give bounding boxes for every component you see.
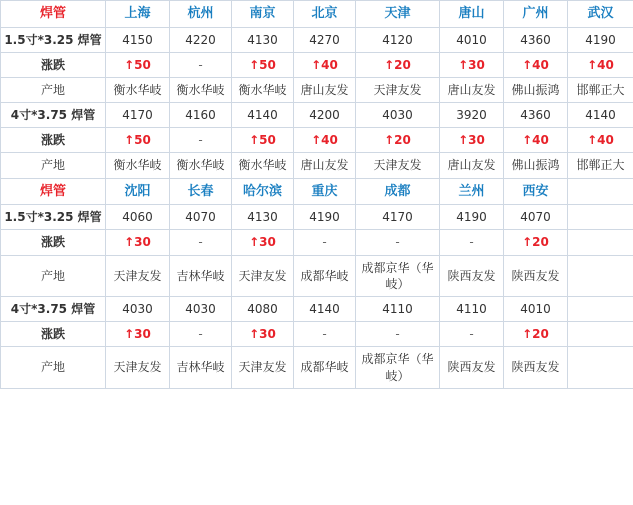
cell-price: 4030 <box>106 296 170 321</box>
cell-change: ↑30 <box>106 322 170 347</box>
section2-city-chengdu: 成都 <box>356 178 440 205</box>
cell-change: - <box>294 230 356 255</box>
cell-origin: 唐山友发 <box>440 153 504 178</box>
cell-origin: 天津友发 <box>356 153 440 178</box>
cell-empty <box>568 230 633 255</box>
cell-origin: 陕西友发 <box>504 255 568 296</box>
table-row <box>1 296 633 321</box>
cell-change: ↑50 <box>232 128 294 153</box>
row-label-change: 涨跌 <box>1 322 106 347</box>
cell-price: 4110 <box>356 296 440 321</box>
cell-empty <box>568 255 633 296</box>
cell-origin: 成都京华（华岐） <box>356 347 440 388</box>
cell-change: - <box>440 230 504 255</box>
cell-price: 4270 <box>294 27 356 52</box>
cell-change: ↑40 <box>568 52 633 77</box>
cell-price: 4160 <box>170 103 232 128</box>
row-label-origin: 产地 <box>1 255 106 296</box>
table-row <box>1 27 633 52</box>
cell-change: ↑20 <box>504 230 568 255</box>
table-row <box>1 205 633 230</box>
cell-origin: 吉林华岐 <box>170 255 232 296</box>
row-label-spec-2: 4寸*3.75 焊管 <box>1 103 106 128</box>
cell-change: ↑40 <box>294 128 356 153</box>
cell-change: ↑40 <box>294 52 356 77</box>
section1-city-hangzhou: 杭州 <box>170 1 232 28</box>
cell-change: ↑30 <box>232 322 294 347</box>
row-label-spec-2: 4寸*3.75 焊管 <box>1 296 106 321</box>
cell-empty <box>568 205 633 230</box>
cell-origin: 衡水华岐 <box>170 153 232 178</box>
section2-city-empty <box>568 178 633 205</box>
cell-price: 4140 <box>568 103 633 128</box>
cell-price: 4190 <box>440 205 504 230</box>
table-row <box>1 153 633 178</box>
section1-city-shanghai: 上海 <box>106 1 170 28</box>
row-label-change: 涨跌 <box>1 128 106 153</box>
section2-city-xian: 西安 <box>504 178 568 205</box>
cell-change: - <box>356 230 440 255</box>
cell-change: ↑40 <box>504 52 568 77</box>
cell-origin: 邯郸正大 <box>568 153 633 178</box>
cell-origin: 佛山振鸿 <box>504 153 568 178</box>
section2-header-label: 焊管 <box>1 178 106 205</box>
cell-price: 4030 <box>356 103 440 128</box>
cell-price: 4200 <box>294 103 356 128</box>
cell-price: 4170 <box>106 103 170 128</box>
cell-origin: 唐山友发 <box>294 153 356 178</box>
cell-price: 4060 <box>106 205 170 230</box>
cell-origin: 成都华岐 <box>294 255 356 296</box>
cell-price: 4070 <box>170 205 232 230</box>
cell-change: - <box>170 128 232 153</box>
table-body <box>1 1 633 389</box>
cell-change: ↑20 <box>504 322 568 347</box>
cell-origin: 陕西友发 <box>504 347 568 388</box>
cell-price: 4140 <box>232 103 294 128</box>
cell-origin: 天津友发 <box>356 77 440 102</box>
section2-city-shenyang: 沈阳 <box>106 178 170 205</box>
cell-origin: 陕西友发 <box>440 255 504 296</box>
section1-header-row <box>1 1 633 28</box>
cell-change: ↑50 <box>232 52 294 77</box>
cell-origin: 衡水华岐 <box>106 77 170 102</box>
cell-change: ↑50 <box>106 128 170 153</box>
cell-change: - <box>294 322 356 347</box>
cell-change: ↑30 <box>440 128 504 153</box>
row-label-change: 涨跌 <box>1 52 106 77</box>
cell-origin: 吉林华岐 <box>170 347 232 388</box>
cell-origin: 天津友发 <box>232 347 294 388</box>
section1-city-beijing: 北京 <box>294 1 356 28</box>
cell-origin: 衡水华岐 <box>170 77 232 102</box>
cell-price: 4170 <box>356 205 440 230</box>
cell-price: 4080 <box>232 296 294 321</box>
cell-price: 4130 <box>232 27 294 52</box>
table-row <box>1 128 633 153</box>
cell-origin: 成都华岐 <box>294 347 356 388</box>
cell-change: ↑30 <box>106 230 170 255</box>
cell-change: - <box>170 230 232 255</box>
cell-price: 4190 <box>294 205 356 230</box>
cell-origin: 天津友发 <box>106 347 170 388</box>
cell-price: 4010 <box>440 27 504 52</box>
cell-change: - <box>356 322 440 347</box>
cell-price: 4360 <box>504 103 568 128</box>
cell-price: 4110 <box>440 296 504 321</box>
cell-change: - <box>170 322 232 347</box>
cell-price: 4220 <box>170 27 232 52</box>
cell-origin: 成都京华（华岐） <box>356 255 440 296</box>
table-row <box>1 230 633 255</box>
cell-empty <box>568 296 633 321</box>
section1-header-label: 焊管 <box>1 1 106 28</box>
cell-origin: 天津友发 <box>232 255 294 296</box>
cell-origin: 陕西友发 <box>440 347 504 388</box>
section1-city-tianjin: 天津 <box>356 1 440 28</box>
section2-header-row <box>1 178 633 205</box>
cell-origin: 唐山友发 <box>294 77 356 102</box>
cell-price: 4030 <box>170 296 232 321</box>
table-row <box>1 322 633 347</box>
cell-origin: 邯郸正大 <box>568 77 633 102</box>
row-label-origin: 产地 <box>1 77 106 102</box>
cell-origin: 唐山友发 <box>440 77 504 102</box>
section1-city-tangshan: 唐山 <box>440 1 504 28</box>
cell-price: 4070 <box>504 205 568 230</box>
cell-change: ↑40 <box>504 128 568 153</box>
cell-change: ↑20 <box>356 128 440 153</box>
section1-city-guangzhou: 广州 <box>504 1 568 28</box>
cell-change: ↑50 <box>106 52 170 77</box>
cell-origin: 衡水华岐 <box>106 153 170 178</box>
cell-origin: 天津友发 <box>106 255 170 296</box>
cell-price: 3920 <box>440 103 504 128</box>
cell-empty <box>568 322 633 347</box>
cell-origin: 衡水华岐 <box>232 153 294 178</box>
table-row <box>1 255 633 296</box>
cell-change: ↑40 <box>568 128 633 153</box>
cell-empty <box>568 347 633 388</box>
section1-city-nanjing: 南京 <box>232 1 294 28</box>
cell-price: 4190 <box>568 27 633 52</box>
row-label-spec-1: 1.5寸*3.25 焊管 <box>1 27 106 52</box>
section1-city-wuhan: 武汉 <box>568 1 633 28</box>
section2-city-chongqing: 重庆 <box>294 178 356 205</box>
cell-change: ↑20 <box>356 52 440 77</box>
section2-city-lanzhou: 兰州 <box>440 178 504 205</box>
table-row <box>1 52 633 77</box>
cell-price: 4360 <box>504 27 568 52</box>
row-label-change: 涨跌 <box>1 230 106 255</box>
table-row <box>1 77 633 102</box>
cell-origin: 衡水华岐 <box>232 77 294 102</box>
row-label-origin: 产地 <box>1 347 106 388</box>
cell-change: ↑30 <box>440 52 504 77</box>
cell-price: 4010 <box>504 296 568 321</box>
cell-price: 4120 <box>356 27 440 52</box>
cell-change: - <box>440 322 504 347</box>
section2-city-harbin: 哈尔滨 <box>232 178 294 205</box>
cell-origin: 佛山振鸿 <box>504 77 568 102</box>
row-label-spec-1: 1.5寸*3.25 焊管 <box>1 205 106 230</box>
cell-price: 4150 <box>106 27 170 52</box>
cell-price: 4130 <box>232 205 294 230</box>
table-row <box>1 103 633 128</box>
section2-city-changchun: 长春 <box>170 178 232 205</box>
row-label-origin: 产地 <box>1 153 106 178</box>
cell-change: ↑30 <box>232 230 294 255</box>
table-row <box>1 347 633 388</box>
cell-price: 4140 <box>294 296 356 321</box>
cell-change: - <box>170 52 232 77</box>
